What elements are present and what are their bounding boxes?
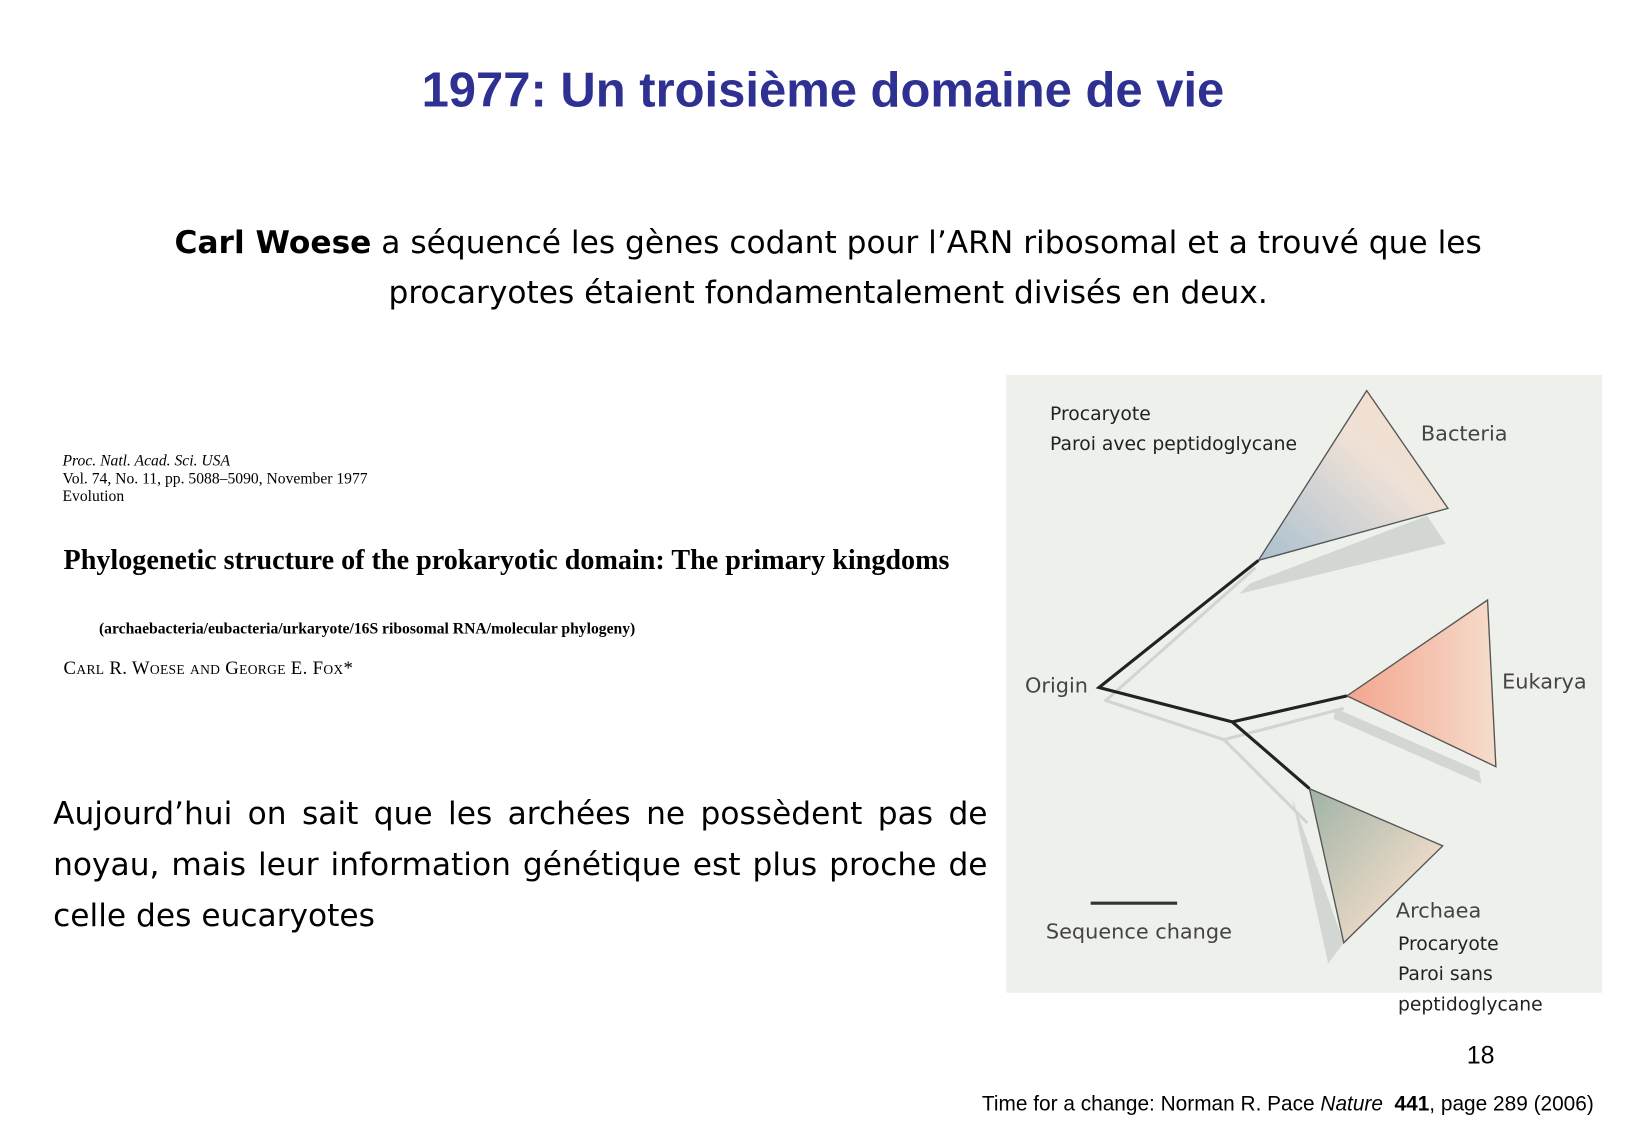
intro-rest: a séquencé les gènes codant pour l’ARN ribosomal et a trouvé que les procaryotes étaient fondamentalement divisés en deux. [371,225,1482,312]
intro-bold: Carl Woese [174,225,372,262]
archaea-note [1398,929,1543,1020]
eukarya-triangle [1347,600,1496,767]
scale-label: Sequence change [1045,918,1232,944]
bacteria-note-line: Paroi avec peptidoglycane [1050,433,1298,456]
origin-label: Origin [1025,672,1089,698]
paper-authors: Carl R. Woese and George E. Fox* [63,657,354,679]
citation-pages: , page 289 (2006) [1429,1092,1594,1116]
archaea-note-line: Procaryote [1397,933,1499,956]
bacteria-note [1050,399,1297,459]
paper-section: Evolution [62,488,125,506]
citation-volume: 441 [1394,1092,1430,1116]
paper-keywords: (archaebacteria/eubacteria/urkaryote/16S ribosomal RNA/molecular phylogeny) [98,620,636,638]
bacteria-label: Bacteria [1420,420,1508,446]
paper-volume: Vol. 74, No. 11, pp. 5088–5090, November 1977 [62,470,368,488]
citation-journal: Nature [1320,1092,1383,1116]
citation-footer [982,1093,1594,1117]
archaea-note-line: peptidoglycane [1397,993,1543,1016]
bacteria-note-line: Procaryote [1050,403,1151,426]
citation-text: Time for a change: Norman R. Pace [981,1092,1321,1116]
archaea-label: Archaea [1395,897,1482,923]
archaea-note-line: Paroi sans [1397,963,1493,986]
paper-title: Phylogenetic structure of the prokaryotic domain: The primary kingdoms [63,543,950,576]
today-text: Aujourd’hui on sait que les archées ne possèdent pas de noyau, mais leur information génétique est plus proche de celle des eucaryotes [53,795,988,935]
eukarya-label: Eukarya [1502,668,1587,694]
page-number: 18 [1466,1041,1495,1070]
paper-journal: Proc. Natl. Acad. Sci. USA [62,453,231,470]
slide-title: 1977: Un troisième domaine de vie [421,61,1225,117]
